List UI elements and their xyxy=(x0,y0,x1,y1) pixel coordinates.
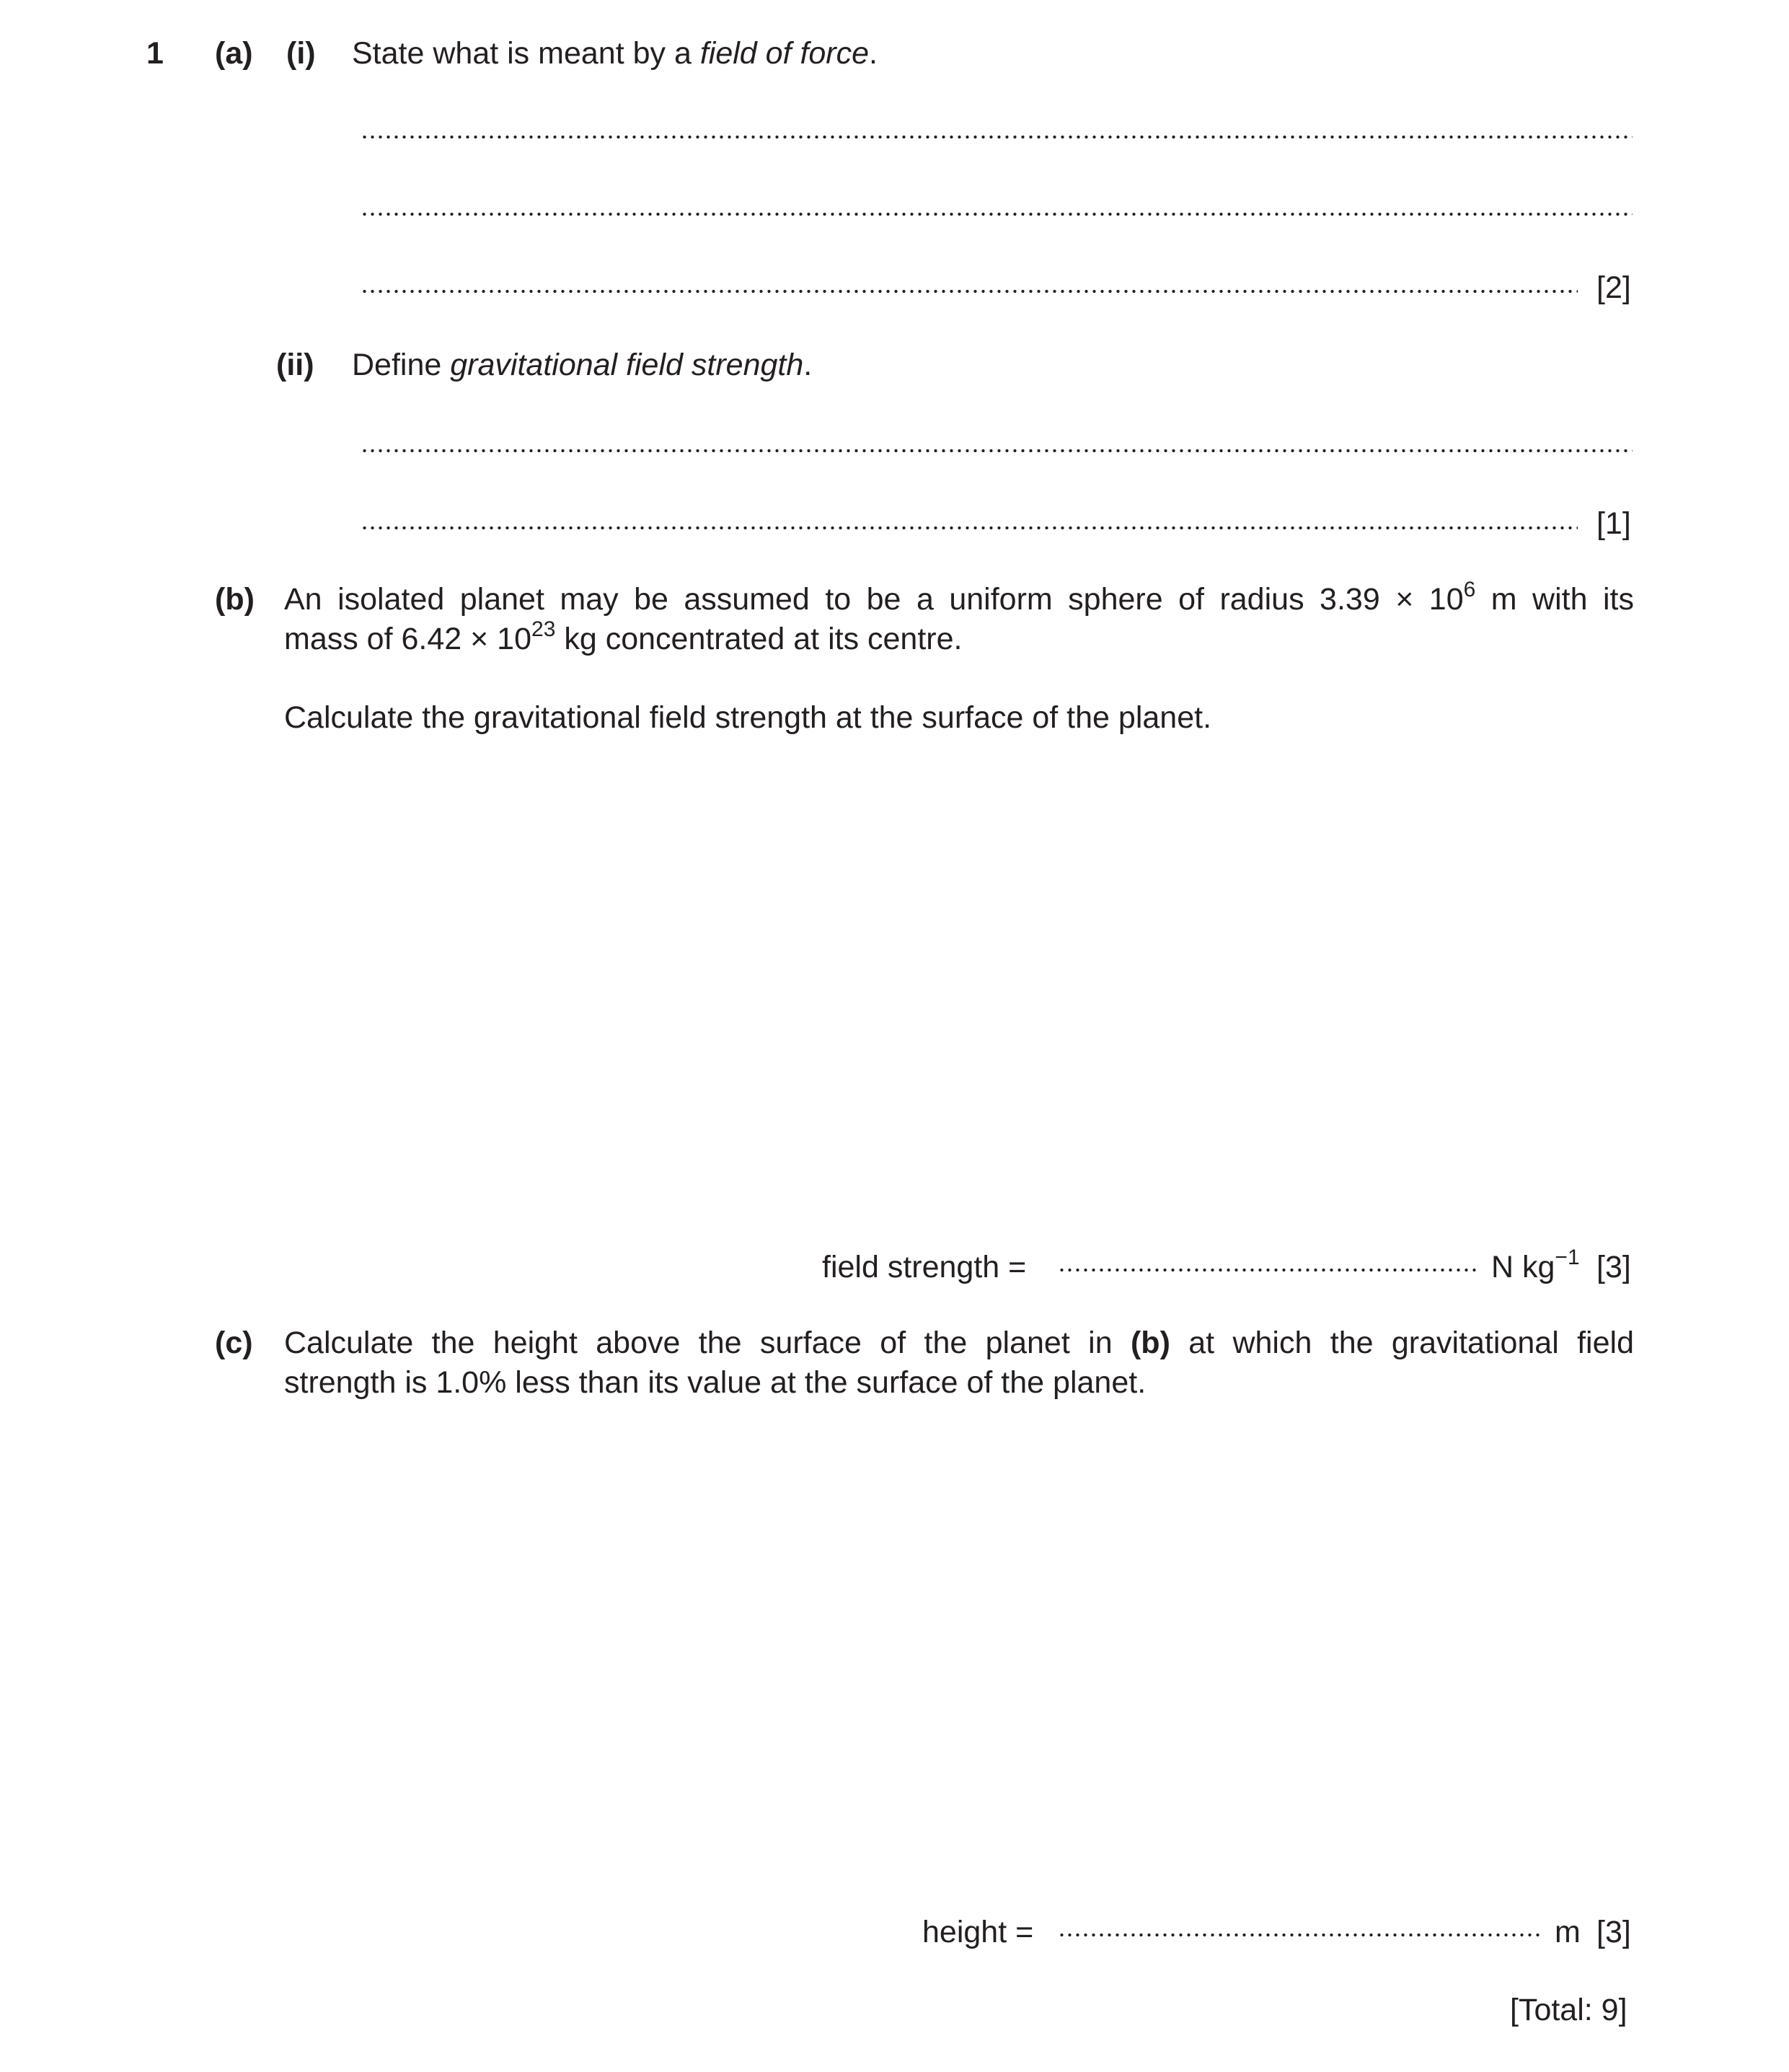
part-c-line-1-after: at which the gravitational field xyxy=(1170,1326,1634,1360)
part-a-i-marks: [2] xyxy=(1596,270,1631,305)
total-marks: [Total: 9] xyxy=(1510,1993,1627,2027)
part-a-ii-marks: [1] xyxy=(1596,506,1631,541)
part-c-marks: [3] xyxy=(1596,1915,1631,1949)
part-c-line-2: strength is 1.0% less than its value at the surface of the planet. xyxy=(284,1365,1147,1400)
answer-line-a-ii-2[interactable] xyxy=(361,526,1578,530)
part-a-i-question xyxy=(352,38,878,69)
part-a-ii-label: (ii) xyxy=(276,348,314,382)
answer-line-a-i-1[interactable] xyxy=(361,135,1633,139)
part-b-answer-line[interactable] xyxy=(1058,1268,1476,1272)
part-b-answer-unit xyxy=(1491,1246,1580,1284)
part-b-line-2-exp: 23 xyxy=(531,617,556,641)
part-a-i-term: field of force xyxy=(699,36,870,71)
part-c-line-1 xyxy=(284,1328,1634,1359)
part-a-i-label: (i) xyxy=(286,36,316,71)
part-b-line-2 xyxy=(284,617,963,656)
part-a-i-text-before: State what is meant by a xyxy=(352,36,700,71)
part-c-answer-unit: m xyxy=(1555,1915,1581,1949)
part-a-i-text-after: . xyxy=(869,36,878,71)
answer-line-a-i-3[interactable] xyxy=(361,289,1578,294)
part-b-line-2-after: kg concentrated at its centre. xyxy=(555,622,963,656)
part-b-line-1-text: An isolated planet may be assumed to be a uniform sphere of radius 3.39 × 10 xyxy=(284,582,1464,617)
part-b-line-1-after: m with its xyxy=(1475,582,1634,617)
part-b-answer-label: field strength = xyxy=(822,1250,1027,1284)
part-a-ii-text-after: . xyxy=(803,348,813,382)
part-b-line-1 xyxy=(284,578,1634,617)
part-a-ii-question xyxy=(352,350,812,381)
part-a-ii-term: gravitational field strength xyxy=(450,348,804,382)
answer-line-a-i-2[interactable] xyxy=(361,212,1633,216)
question-number: 1 xyxy=(146,36,164,71)
part-b-instruction: Calculate the gravitational field strength at the surface of the planet. xyxy=(284,700,1212,735)
part-b-unit-exp: −1 xyxy=(1555,1246,1580,1269)
part-c-label: (c) xyxy=(215,1326,253,1360)
part-a-ii-text-before: Define xyxy=(352,348,451,382)
part-b-label: (b) xyxy=(215,582,255,617)
part-c-answer-line[interactable] xyxy=(1058,1933,1540,1937)
part-b-unit-text: N kg xyxy=(1491,1250,1555,1284)
part-c-line-1-before: Calculate the height above the surface of the planet in xyxy=(284,1326,1131,1360)
part-b-line-1-exp: 6 xyxy=(1463,578,1476,601)
part-c-ref: (b) xyxy=(1130,1326,1170,1360)
part-c-answer-label: height = xyxy=(922,1915,1034,1949)
part-b-line-2-text: mass of 6.42 × 10 xyxy=(284,622,532,656)
part-b-marks: [3] xyxy=(1596,1250,1631,1284)
part-a-label: (a) xyxy=(215,36,253,71)
answer-line-a-ii-1[interactable] xyxy=(361,449,1633,453)
